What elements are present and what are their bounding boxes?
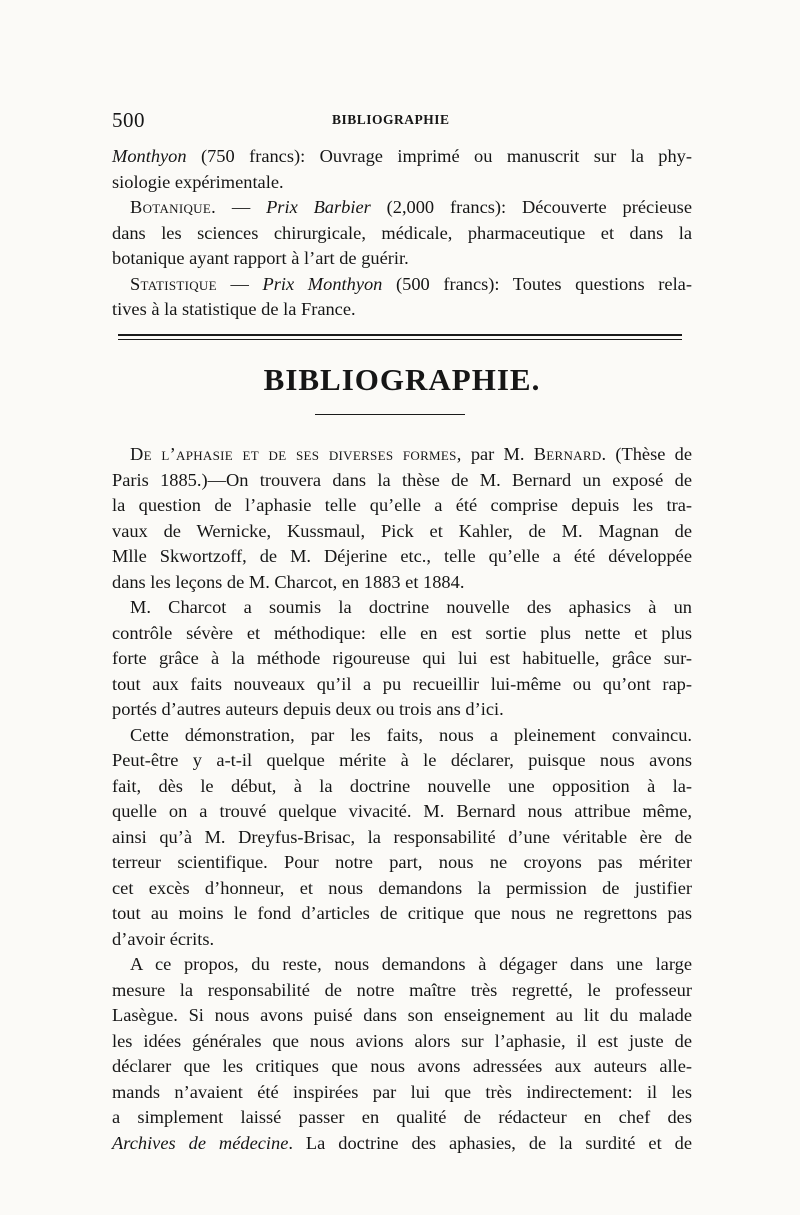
text-line: tout aux faits nouveaux qu’il a pu recueillir lui-même ou qu’ont rap- [112, 673, 692, 694]
prize-line-botanique: Botanique. — Prix Barbier (2,000 francs): Découverte précieuse [130, 197, 692, 217]
text-line: ainsi qu’à M. Dreyfus-Brisac, la responsabilité d’une véritable ère de [112, 826, 692, 847]
text-line: vaux de Wernicke, Kussmaul, Pick et Kahler, de M. Magnan de [112, 520, 692, 541]
text-line: contrôle sévère et méthodique: elle en est sortie plus nette et plus [112, 622, 692, 643]
title-rule-divider [315, 414, 465, 415]
prize-line-statistique: Statistique — Prix Monthyon (500 francs): Toutes questions rela- [130, 273, 692, 294]
text-line: Cette démonstration, par les faits, nous a pleinement convaincu. [130, 724, 692, 745]
text-line: Paris 1885.)—On trouvera dans la thèse de M. Bernard un exposé de [112, 469, 692, 490]
text-line: Lasègue. Si nous avons puisé dans son enseignement au lit du malade [112, 1005, 692, 1025]
text-line: déclarer que les critiques que nous avons adressées aux auteurs alle- [112, 1056, 692, 1076]
prize-line-monthyon: Monthyon (750 francs): Ouvrage imprimé ou manuscrit sur la phy- [112, 146, 692, 166]
text-line: quelle on a trouvé quelque vivacité. M. Bernard nous attribue même, [112, 801, 692, 821]
prizes-list [112, 144, 692, 323]
text-line: Mlle Skwortzoff, de M. Déjerine etc., telle qu’elle a été développée [112, 546, 692, 566]
prize-line: dans les sciences chirurgicale, médicale, pharmaceutique et dans la [112, 222, 692, 243]
text-line: les idées générales que nous avions alors sur l’aphasie, il est juste de [112, 1030, 692, 1051]
prize-line: botanique ayant rapport à l’art de guérir. [112, 248, 409, 268]
running-head [112, 108, 692, 134]
text-line: forte grâce à la méthode rigoureuse qui lui est habituelle, grâce sur- [112, 648, 692, 668]
text-line: A ce propos, du reste, nous demandons à dégager dans une large [130, 954, 692, 974]
text-line: M. Charcot a soumis la doctrine nouvelle des aphasics à un [130, 597, 692, 617]
text-line: terreur scientifique. Pour notre part, nous ne croyons pas mériter [112, 852, 692, 872]
text-line: la question de l’aphasie telle qu’elle a été comprise depuis les tra- [112, 495, 692, 515]
text-line: mesure la responsabilité de notre maître très regretté, le professeur [112, 979, 692, 1000]
text-line: d’avoir écrits. [112, 928, 215, 949]
text-line: a simplement laissé passer en qualité de rédacteur en chef des [112, 1107, 692, 1127]
review-heading: De l’aphasie et de ses diverses formes, par M. Bernard. (Thèse de [130, 444, 692, 464]
text-line: cet excès d’honneur, et nous demandons la permission de justifier [112, 877, 692, 898]
text-line: fait, dès le début, à la doctrine nouvelle une opposition à la- [112, 775, 692, 796]
section-title: BIBLIOGRAPHIE. [263, 362, 541, 397]
text-line: portés d’autres auteurs depuis deux ou trois ans d’ici. [112, 699, 504, 719]
prize-line: tives à la statistique de la France. [112, 299, 356, 319]
text-line: dans les leçons de M. Charcot, en 1883 et 1884. [112, 571, 465, 592]
review-article [112, 442, 692, 1156]
text-line: mands n’avaient été inspirées par lui que très indirectement: il les [112, 1081, 692, 1102]
running-title: BIBLIOGRAPHIE [332, 112, 450, 127]
page-number: 500 [112, 108, 145, 132]
text-line: tout au moins le fond d’articles de critique que nous ne regrettons pas [112, 903, 692, 923]
double-rule-divider [118, 334, 682, 340]
prize-line: siologie expérimentale. [112, 171, 284, 192]
text-line: Peut-être y a-t-il quelque mérite à le déclarer, puisque nous avons [112, 750, 692, 770]
text-line-last: Archives de médecine. La doctrine des aphasies, de la surdité et de [112, 1132, 692, 1153]
